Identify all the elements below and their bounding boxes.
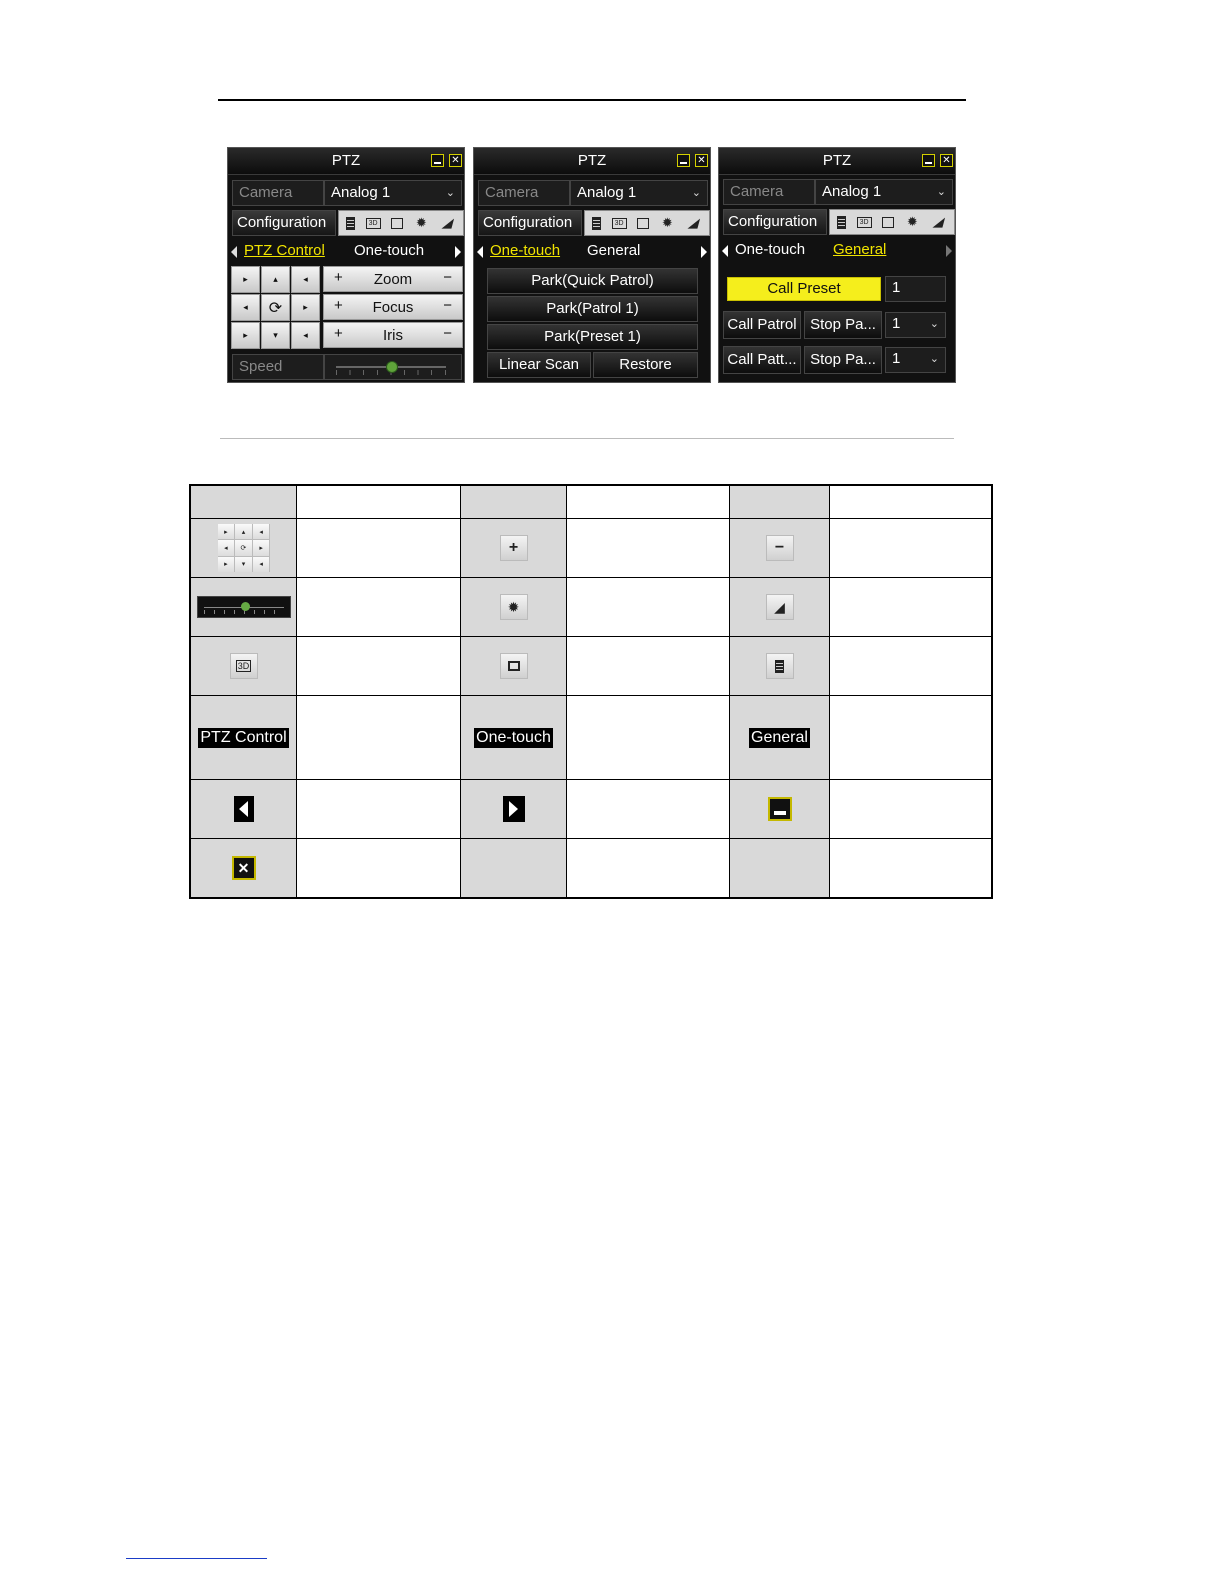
tab-prev-icon[interactable] xyxy=(477,246,483,258)
table-cell-close xyxy=(191,839,297,897)
wiper-icon: ◢ xyxy=(766,594,794,620)
chevron-down-icon: ⌄ xyxy=(929,353,939,365)
light-icon[interactable]: ✹ xyxy=(661,215,673,230)
table-cell-fullscreen xyxy=(461,637,567,696)
panel-title: PTZ xyxy=(331,152,361,169)
auto-scan-icon[interactable]: ⟳ xyxy=(261,294,290,321)
zoom-out-button[interactable]: − xyxy=(443,269,452,286)
camera-select[interactable] xyxy=(815,179,953,205)
table-cell-minus xyxy=(730,519,830,578)
preset-number-input[interactable]: 1 xyxy=(885,276,946,302)
3d-zoom-icon xyxy=(230,653,258,679)
table-cell-one-touch xyxy=(461,696,567,780)
call-preset-button[interactable]: Call Preset xyxy=(727,277,881,301)
configuration-button[interactable]: Configuration xyxy=(723,209,827,235)
ptz-panel-ptz-control xyxy=(227,147,465,383)
focus-label: Focus xyxy=(372,299,414,316)
call-pattern-button[interactable]: Call Patt... xyxy=(723,346,801,374)
3d-zoom-icon[interactable]: 3D xyxy=(857,217,872,228)
stop-patrol-button[interactable]: Stop Pa... xyxy=(804,311,882,339)
full-screen-icon[interactable] xyxy=(391,218,403,229)
table-cell xyxy=(567,839,730,897)
table-cell xyxy=(830,637,991,696)
table-cell xyxy=(830,519,991,578)
table-cell xyxy=(567,519,730,578)
plus-icon: + xyxy=(500,535,528,561)
table-header-cell xyxy=(461,486,567,519)
camera-select-value: Analog 1 xyxy=(331,184,391,201)
table-cell-minimize xyxy=(730,780,830,839)
table-cell xyxy=(830,696,991,780)
pan-up-button[interactable]: ▴ xyxy=(261,266,290,293)
arrow-right-icon xyxy=(503,796,525,822)
table-cell xyxy=(567,578,730,637)
tab-next-icon[interactable] xyxy=(946,245,952,257)
table-cell xyxy=(830,839,991,897)
table-cell xyxy=(567,696,730,780)
config-icon-bar xyxy=(829,209,955,235)
speed-slider-knob[interactable] xyxy=(386,361,398,373)
tab-next-icon[interactable] xyxy=(455,246,461,258)
config-icon-bar xyxy=(584,210,710,236)
camera-label: Camera xyxy=(478,180,570,206)
table-cell xyxy=(830,578,991,637)
tab-prev-icon[interactable] xyxy=(231,246,237,258)
tab-one-touch[interactable]: One-touch xyxy=(490,242,561,259)
table-cell xyxy=(297,637,461,696)
park-quick-patrol-button[interactable]: Park(Quick Patrol) xyxy=(487,268,698,294)
camera-select[interactable] xyxy=(570,180,708,206)
chevron-down-icon: ⌄ xyxy=(445,187,455,199)
one-touch-label: One-touch xyxy=(476,728,551,746)
menu-list-icon[interactable] xyxy=(837,216,846,229)
light-icon[interactable]: ✹ xyxy=(906,214,918,229)
table-cell xyxy=(567,780,730,839)
zoom-in-button[interactable]: + xyxy=(334,269,343,286)
table-cell-wiper xyxy=(730,578,830,637)
table-cell-menu xyxy=(730,637,830,696)
chevron-down-icon: ⌄ xyxy=(929,318,939,330)
pan-left-button[interactable]: ◂ xyxy=(231,294,260,321)
general-label: General xyxy=(751,728,808,746)
table-cell-prev xyxy=(191,780,297,839)
panel-title: PTZ xyxy=(822,152,852,169)
ptz-control-label: PTZ Control xyxy=(200,728,287,746)
header-rule xyxy=(218,99,966,101)
camera-select-value: Analog 1 xyxy=(577,184,637,201)
panel-titlebar xyxy=(228,148,464,175)
patrol-select[interactable] xyxy=(885,312,946,338)
linear-scan-button[interactable]: Linear Scan xyxy=(487,352,591,378)
tab-ptz-control[interactable]: PTZ Control xyxy=(244,242,325,259)
pan-down-left-button[interactable]: ▸ xyxy=(231,322,260,349)
table-cell-plus xyxy=(461,519,567,578)
table-cell xyxy=(297,519,461,578)
pan-right-button[interactable]: ▸ xyxy=(291,294,320,321)
speed-label: Speed xyxy=(232,354,324,380)
table-cell xyxy=(297,780,461,839)
wiper-icon[interactable]: ◢ xyxy=(440,215,455,230)
table-cell xyxy=(567,637,730,696)
tab-one-touch[interactable]: One-touch xyxy=(735,241,806,258)
menu-list-icon xyxy=(766,653,794,679)
configuration-button[interactable]: Configuration xyxy=(232,210,336,236)
zoom-label: Zoom xyxy=(373,271,413,288)
tab-next-icon[interactable] xyxy=(701,246,707,258)
minus-icon: − xyxy=(766,535,794,561)
table-cell-light xyxy=(461,578,567,637)
light-icon: ✹ xyxy=(500,594,528,620)
table-cell-next xyxy=(461,780,567,839)
table-cell xyxy=(297,839,461,897)
camera-label: Camera xyxy=(232,180,324,206)
restore-button[interactable]: Restore xyxy=(593,352,698,378)
table-header-cell xyxy=(297,486,461,519)
close-icon[interactable]: ✕ xyxy=(449,154,462,167)
table-cell xyxy=(830,780,991,839)
panel-titlebar xyxy=(474,148,710,175)
pan-up-right-button[interactable]: ◂ xyxy=(291,266,320,293)
footnote-link-line xyxy=(126,1558,267,1559)
table-header-cell xyxy=(830,486,991,519)
table-cell-speed xyxy=(191,578,297,637)
pan-down-button[interactable]: ▾ xyxy=(261,322,290,349)
camera-select[interactable] xyxy=(324,180,462,206)
pan-up-left-button[interactable]: ▸ xyxy=(231,266,260,293)
camera-label: Camera xyxy=(723,179,815,205)
pattern-select-value: 1 xyxy=(892,350,901,367)
full-screen-icon xyxy=(500,653,528,679)
chevron-down-icon: ⌄ xyxy=(936,186,946,198)
table-cell xyxy=(730,839,830,897)
table-cell xyxy=(461,839,567,897)
3d-zoom-icon[interactable]: 3D xyxy=(612,218,627,229)
tab-prev-icon[interactable] xyxy=(722,245,728,257)
pattern-select[interactable] xyxy=(885,347,946,373)
menu-list-icon[interactable] xyxy=(592,217,601,230)
full-screen-icon[interactable] xyxy=(637,218,649,229)
direction-pad-icon: ▸ ▴ ◂ ◂ ⟳ ▸ ▸ ▾ ◂ xyxy=(218,524,270,572)
table-header-cell xyxy=(730,486,830,519)
speed-slider-icon xyxy=(197,596,291,618)
3d-zoom-icon[interactable]: 3D xyxy=(366,218,381,229)
close-icon: ✕ xyxy=(232,856,256,880)
3d-icon-text: 3D xyxy=(237,661,250,671)
close-icon[interactable]: ✕ xyxy=(940,154,953,167)
panel-titlebar xyxy=(719,148,955,175)
full-screen-icon[interactable] xyxy=(882,217,894,228)
camera-select-value: Analog 1 xyxy=(822,183,882,200)
zoom-control[interactable] xyxy=(323,266,463,292)
patrol-select-value: 1 xyxy=(892,315,901,332)
park-preset1-button[interactable]: Park(Preset 1) xyxy=(487,324,698,350)
iris-control[interactable] xyxy=(323,322,463,348)
table-header-cell xyxy=(567,486,730,519)
section-divider xyxy=(220,438,954,439)
minimize-icon[interactable] xyxy=(431,154,444,167)
focus-minus-button[interactable]: − xyxy=(443,297,452,314)
arrow-left-icon xyxy=(234,796,254,822)
ptz-panel-one-touch xyxy=(473,147,711,383)
iris-plus-button[interactable]: + xyxy=(334,325,343,342)
icon-description-table xyxy=(189,484,993,899)
light-icon[interactable]: ✹ xyxy=(415,215,427,230)
focus-plus-button[interactable]: + xyxy=(334,297,343,314)
table-cell xyxy=(297,696,461,780)
menu-list-icon[interactable] xyxy=(346,217,355,230)
minimize-icon[interactable] xyxy=(922,154,935,167)
pan-down-right-button[interactable]: ◂ xyxy=(291,322,320,349)
call-patrol-button[interactable]: Call Patrol xyxy=(723,311,801,339)
table-cell-3d xyxy=(191,637,297,696)
iris-minus-button[interactable]: − xyxy=(443,325,452,342)
minimize-icon[interactable] xyxy=(677,154,690,167)
stop-pattern-button[interactable]: Stop Pa... xyxy=(804,346,882,374)
table-header-cell xyxy=(191,486,297,519)
config-icon-bar xyxy=(338,210,464,236)
tab-general[interactable]: General xyxy=(833,241,887,258)
tab-general[interactable]: General xyxy=(587,242,641,259)
chevron-down-icon: ⌄ xyxy=(691,187,701,199)
minimize-icon xyxy=(768,797,792,821)
wiper-icon[interactable]: ◢ xyxy=(686,215,701,230)
iris-label: Iris xyxy=(383,327,403,344)
configuration-button[interactable]: Configuration xyxy=(478,210,582,236)
table-cell xyxy=(297,578,461,637)
focus-control[interactable] xyxy=(323,294,463,320)
table-cell-ptz-control xyxy=(191,696,297,780)
panel-title: PTZ xyxy=(577,152,607,169)
park-patrol1-button[interactable]: Park(Patrol 1) xyxy=(487,296,698,322)
wiper-icon[interactable]: ◢ xyxy=(931,214,946,229)
table-cell-direction-pad xyxy=(191,519,297,578)
ptz-panel-general xyxy=(718,147,956,383)
table-cell-general xyxy=(730,696,830,780)
tab-one-touch[interactable]: One-touch xyxy=(354,242,425,259)
close-icon[interactable]: ✕ xyxy=(695,154,708,167)
